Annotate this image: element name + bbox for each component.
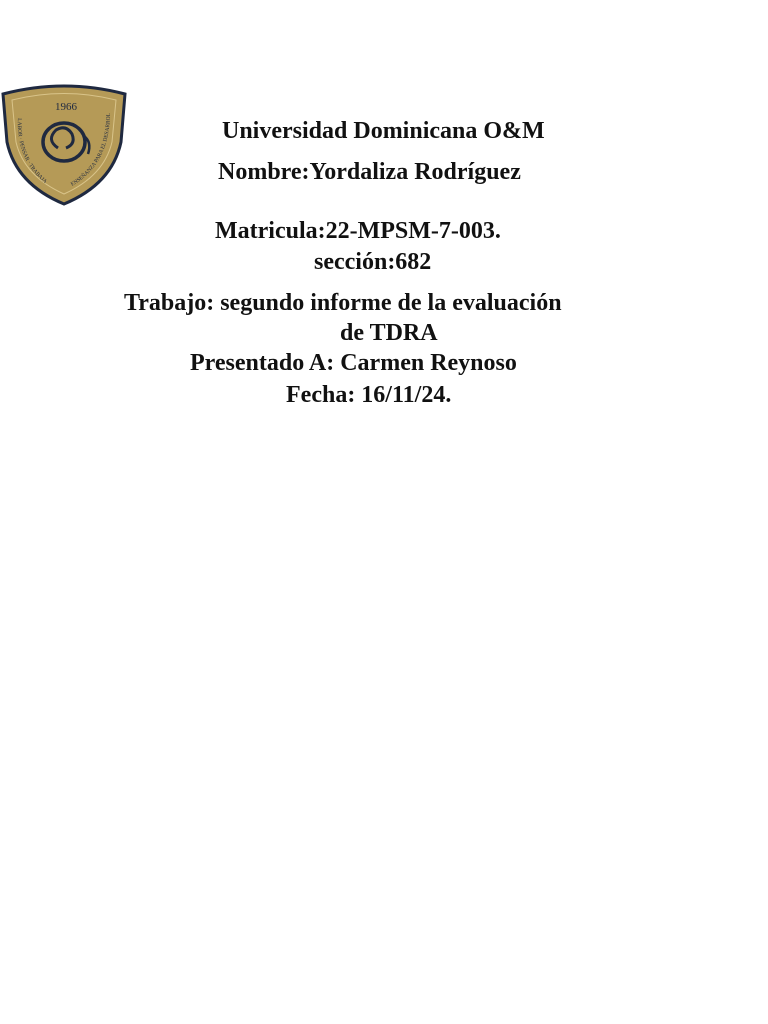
university-shield-logo <box>0 84 128 208</box>
assignment-title-line-2: de TDRA <box>340 320 438 346</box>
logo-year: 1966 <box>55 101 77 113</box>
section-number: sección:682 <box>314 249 432 275</box>
student-name: Nombre:Yordaliza Rodríguez <box>218 159 521 185</box>
university-name: Universidad Dominicana O&M <box>222 118 545 144</box>
logo-left-motto: LABOR · PENSAR · TRABAJA <box>15 118 48 185</box>
logo-right-motto: ENSEÑANZA PARA EL DESARROL <box>69 113 113 188</box>
date: Fecha: 16/11/24. <box>286 382 452 408</box>
assignment-title-line-1: Trabajo: segundo informe de la evaluación <box>124 290 562 316</box>
enrollment-number: Matricula:22-MPSM-7-003. <box>215 218 501 244</box>
presented-to: Presentado A: Carmen Reynoso <box>190 350 517 376</box>
